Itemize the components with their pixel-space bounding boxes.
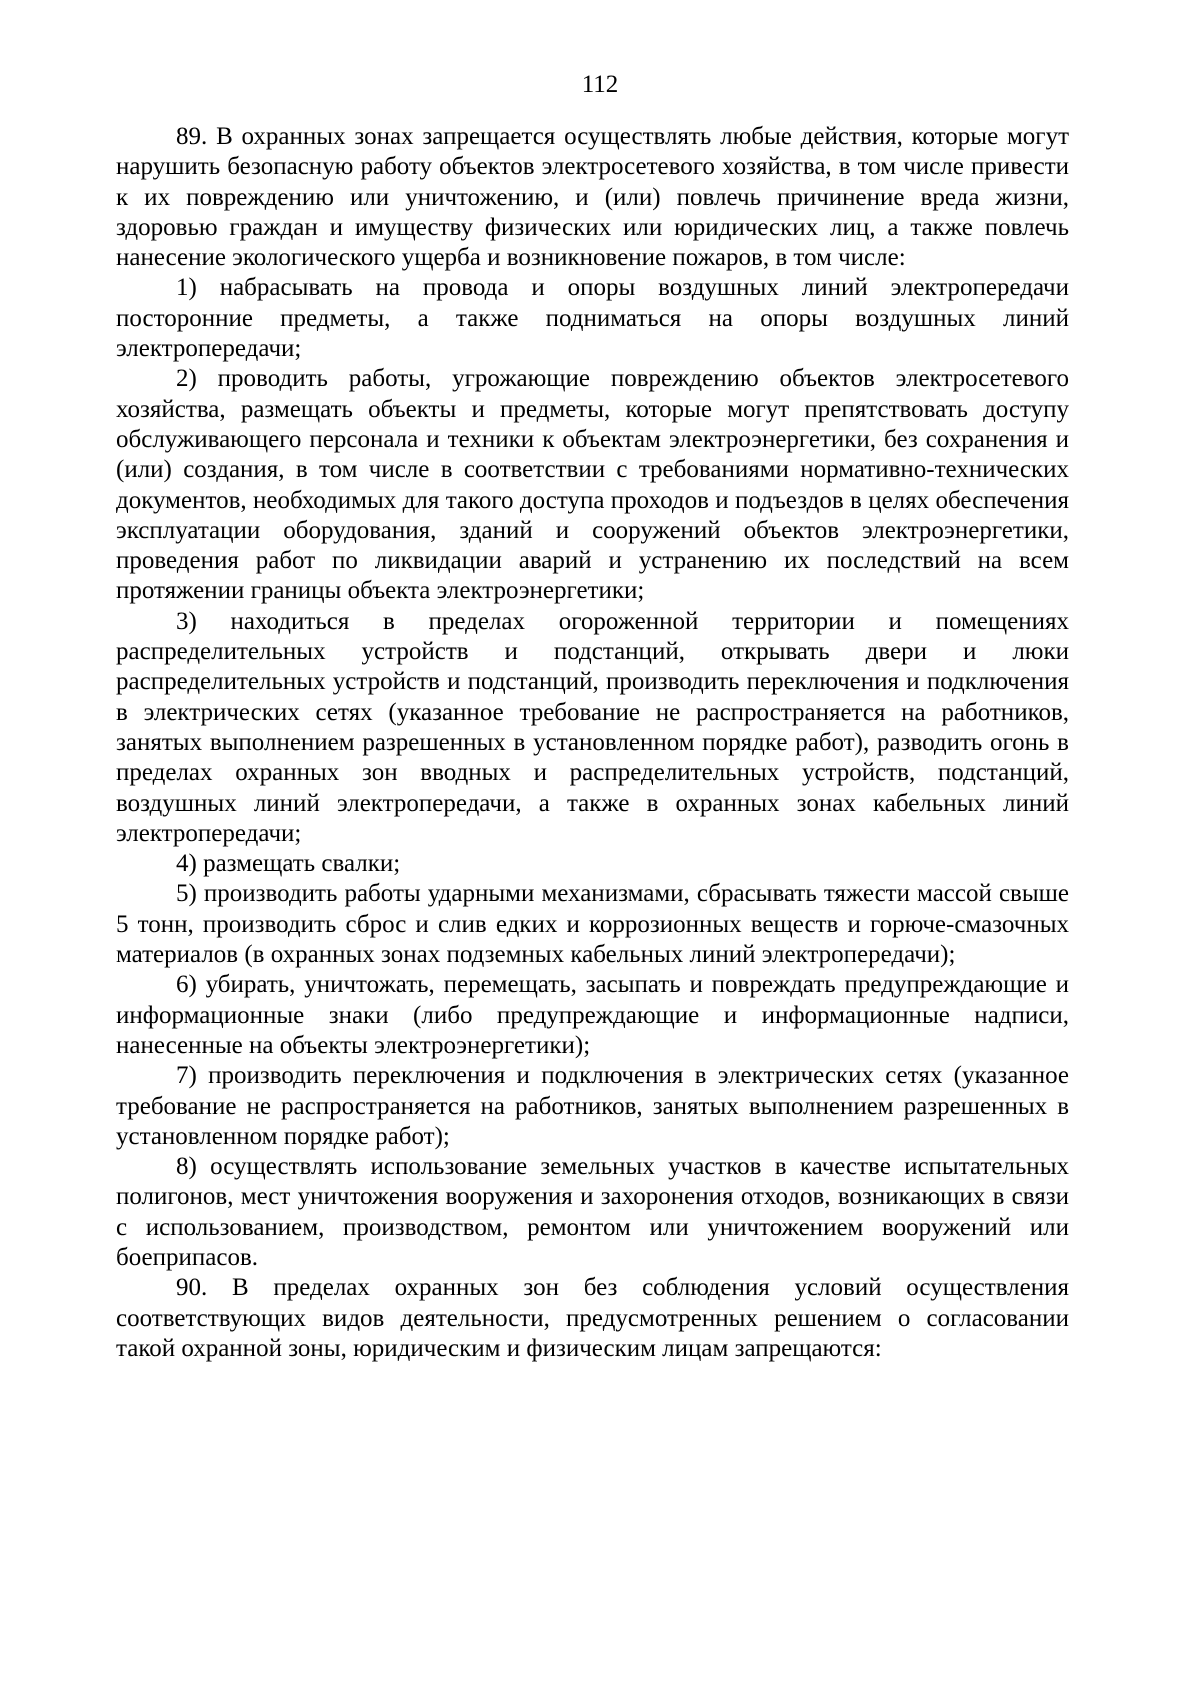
list-item-5: 5) производить работы ударными механизмами, сбрасывать тяжести массой свыше 5 тонн, производить сброс и слив едких и коррозионных веществ и горюче-смазочных материалов (в охранных зонах подземных кабельных линий электропередачи); — [116, 880, 1069, 969]
paragraph-89: 89. В охранных зонах запрещается осуществлять любые действия, которые могут нарушить безопасную работу объектов электросетевого хозяйства, в том числе привести к их повреждению или уничтожению, и (или) повлечь причинение вреда жизни, здоровью граждан и имуществу физических или юридических лиц, а также повлечь нанесение экологического ущерба и возникновение пожаров, в том числе: — [116, 123, 1069, 272]
list-item-3: 3) находиться в пределах огороженной территории и помещениях распределительных устройств и подстанций, открывать двери и люки распределительных устройств и подстанций, производить переключения и подключения в электрических сетях (указанное требование не распространяется на работников, занятых выполнением разрешенных в установленном порядке работ), разводить огонь в пределах охранных зон вводных и распределительных устройств, подстанций, воздушных линий электропередачи, а также в охранных зонах кабельных линий электропередачи; — [116, 607, 1069, 847]
paragraph-90: 90. В пределах охранных зон без соблюдения условий осуществления соответствующих видов деятельности, предусмотренных решением о согласовании такой охранной зоны, юридическим и физическим лицам запрещаются: — [116, 1274, 1069, 1362]
document-body — [116, 122, 1069, 1364]
list-item-6: 6) убирать, уничтожать, перемещать, засыпать и повреждать предупреждающие и информационные знаки (либо предупреждающие и информационные надписи, нанесенные на объекты электроэнергетики); — [116, 971, 1069, 1059]
list-item-8: 8) осуществлять использование земельных участков в качестве испытательных полигонов, мест уничтожения вооружения и захоронения отходов, возникающих в связи с использованием, производством, ремонтом или уничтожением вооружений или боеприпасов. — [116, 1153, 1069, 1271]
list-item-4: 4) размещать свалки; — [176, 850, 401, 878]
list-item-1: 1) набрасывать на провода и опоры воздушных линий электропередачи посторонние предметы, а также подниматься на опоры воздушных линий электропередачи; — [116, 274, 1069, 363]
list-item-7: 7) производить переключения и подключения в электрических сетях (указанное требование не распространяется на работников, занятых выполнением разрешенных в установленном порядке работ); — [116, 1062, 1069, 1150]
list-item-2: 2) проводить работы, угрожающие повреждению объектов электросетевого хозяйства, размещать объекты и предметы, которые могут препятствовать доступу обслуживающего персонала и техники к объектам электроэнергетики, без сохранения и (или) создания, в том числе в соответствии с требованиями нормативно-технических документов, необходимых для такого доступа проходов и подъездов в целях обеспечения эксплуатации оборудования, зданий и сооружений объектов электроэнергетики, проведения работ по ликвидации аварий и устранению их последствий на всем протяжении границы объекта электроэнергетики; — [116, 365, 1069, 605]
page-number: 112 — [581, 71, 619, 98]
